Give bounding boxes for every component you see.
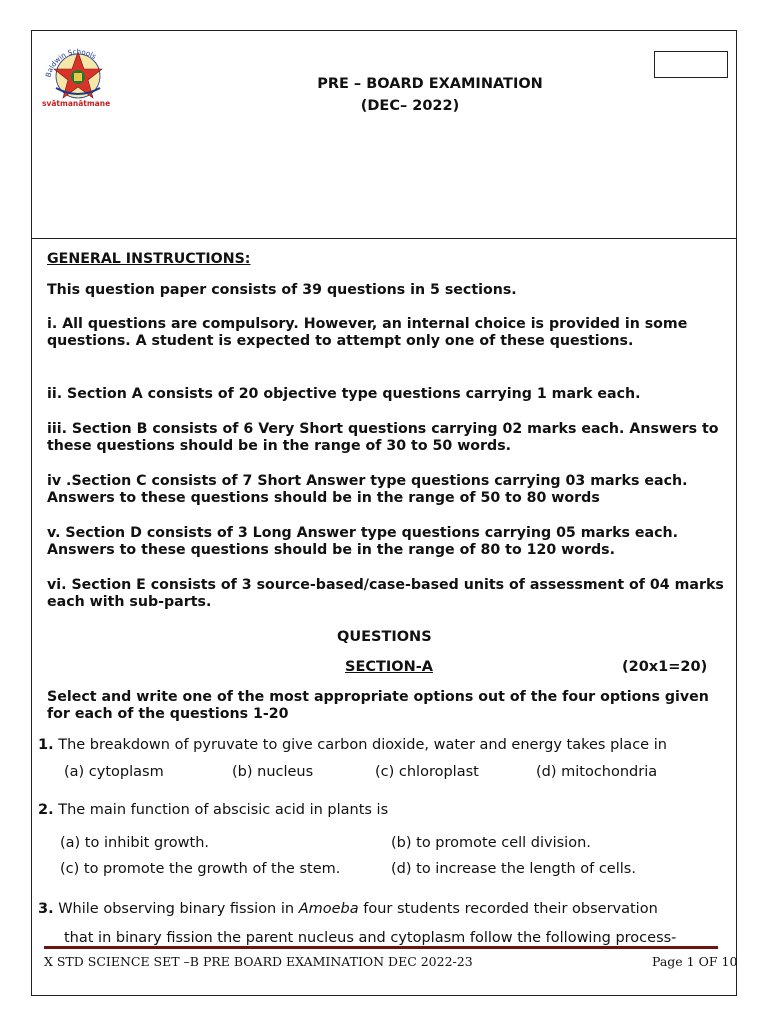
header-separator	[31, 238, 737, 239]
instruction-item: i. All questions are compulsory. However, an internal choice is provided in some questions. A student is expected to attempt only one of these questions.	[47, 316, 688, 349]
exam-date: (DEC– 2022)	[360, 98, 460, 114]
instruction-item: iv .Section C consists of 7 Short Answer type questions carrying 03 marks each. Answers to these questions should be in the range of 50 to 80 words	[47, 473, 688, 506]
roll-number-box	[654, 51, 728, 78]
instruction-item: v. Section D consists of 3 Long Answer type questions carrying 05 marks each. Answers to these questions should be in the range of 80 to 120 words.	[47, 525, 679, 558]
question-3	[38, 900, 738, 918]
question-number: 1.	[38, 737, 54, 753]
footer-left: X STD SCIENCE SET –B PRE BOARD EXAMINATION DEC 2022-23	[44, 954, 473, 969]
question-italic-term: Amoeba	[298, 901, 359, 917]
section-a-title: SECTION-A	[345, 659, 433, 675]
question-2	[38, 801, 738, 819]
option: (c) to promote the growth of the stem.	[60, 861, 341, 877]
questions-heading: QUESTIONS	[337, 629, 432, 645]
instructions-intro: This question paper consists of 39 questions in 5 sections.	[47, 282, 517, 298]
exam-title: PRE – BOARD EXAMINATION	[317, 76, 543, 92]
option: (d) to increase the length of cells.	[391, 861, 636, 877]
school-logo	[40, 42, 116, 108]
instructions-heading: GENERAL INSTRUCTIONS:	[47, 251, 251, 267]
instruction-item: ii. Section A consists of 20 objective type questions carrying 1 mark each.	[47, 386, 641, 402]
question-text: The breakdown of pyruvate to give carbon dioxide, water and energy takes place in	[58, 737, 667, 753]
question-text: four students recorded their observation	[363, 901, 658, 917]
question-1	[38, 736, 738, 754]
section-a-directions: Select and write one of the most appropriate options out of the four options given for each of the questions 1-20	[47, 689, 709, 722]
question-number: 2.	[38, 802, 54, 818]
section-a-marks: (20x1=20)	[622, 659, 708, 675]
instruction-item: vi. Section E consists of 3 source-based/case-based units of assessment of 04 marks each with sub-parts.	[47, 577, 724, 610]
option: (b) nucleus	[232, 764, 314, 780]
question-text: While observing binary fission in	[58, 901, 295, 917]
option: (c) chloroplast	[375, 764, 479, 780]
logo-motto: svātmanātmane	[42, 99, 111, 108]
option: (a) cytoplasm	[64, 764, 164, 780]
option: (d) mitochondria	[536, 764, 658, 780]
footer-rule	[44, 946, 718, 949]
question-text-continued: that in binary fission the parent nucleus and cytoplasm follow the following process-	[64, 930, 677, 946]
instruction-item: iii. Section B consists of 6 Very Short questions carrying 02 marks each. Answers to these questions should be in the range of 30 to 50 words.	[47, 421, 719, 454]
option: (a) to inhibit growth.	[60, 835, 210, 851]
footer-page-number: Page 1 OF 10	[652, 954, 738, 969]
logo-arc-text: Baldwin Schools	[44, 47, 98, 79]
question-text: The main function of abscisic acid in plants is	[58, 802, 389, 818]
question-number: 3.	[38, 901, 54, 917]
option: (b) to promote cell division.	[391, 835, 591, 851]
